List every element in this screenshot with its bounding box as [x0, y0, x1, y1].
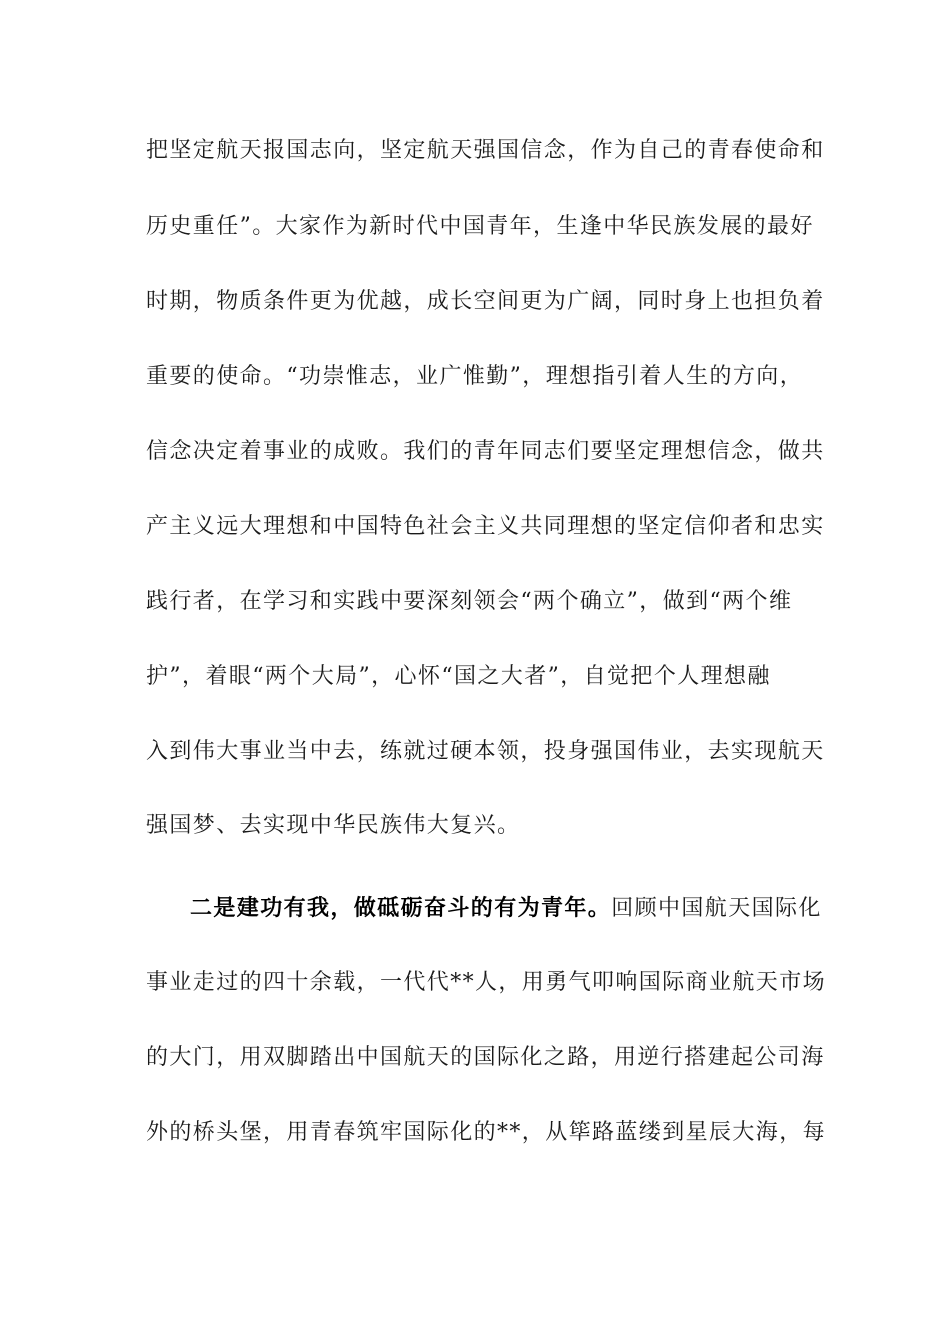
paragraph-line: 强国梦、去实现中华民族伟大复兴。: [146, 813, 521, 838]
paragraph-2-first-line: [190, 893, 822, 924]
section-heading: 二是建功有我，做砥砺奋斗的有为青年。: [190, 895, 612, 921]
paragraph-line: 外的桥头堡，用青春筑牢国际化的**，从筚路蓝缕到星辰大海，每: [146, 1120, 827, 1145]
paragraph-line: 事业走过的四十余载，一代代**人，用勇气叩响国际商业航天市场: [146, 970, 827, 995]
paragraph-line: 践行者，在学习和实践中要深刻领会“两个确立”，做到“两个维: [146, 589, 793, 614]
paragraph-line: 护”，着眼“两个大局”，心怀“国之大者”，自觉把个人理想融: [146, 664, 771, 689]
paragraph-line: 入到伟大事业当中去，练就过硬本领，投身强国伟业，去实现航天: [146, 739, 825, 764]
paragraph-line: 历史重任”。大家作为新时代中国青年，生逢中华民族发展的最好: [146, 214, 814, 239]
paragraph-line: 的大门，用双脚踏出中国航天的国际化之路，用逆行搭建起公司海: [146, 1045, 825, 1070]
paragraph-line: 信念决定着事业的成败。我们的青年同志们要坚定理想信念，做共: [146, 439, 825, 464]
paragraph-text: 回顾中国航天国际化: [611, 896, 822, 921]
paragraph-line: 产主义远大理想和中国特色社会主义共同理想的坚定信仰者和忠实: [146, 514, 825, 539]
paragraph-line: 把坚定航天报国志向，坚定航天强国信念，作为自己的青春使命和: [146, 138, 825, 163]
paragraph-line: 重要的使命。“功崇惟志，业广惟勤”，理想指引着人生的方向，: [146, 364, 804, 389]
paragraph-line: 时期，物质条件更为优越，成长空间更为广阔，同时身上也担负着: [146, 289, 825, 314]
